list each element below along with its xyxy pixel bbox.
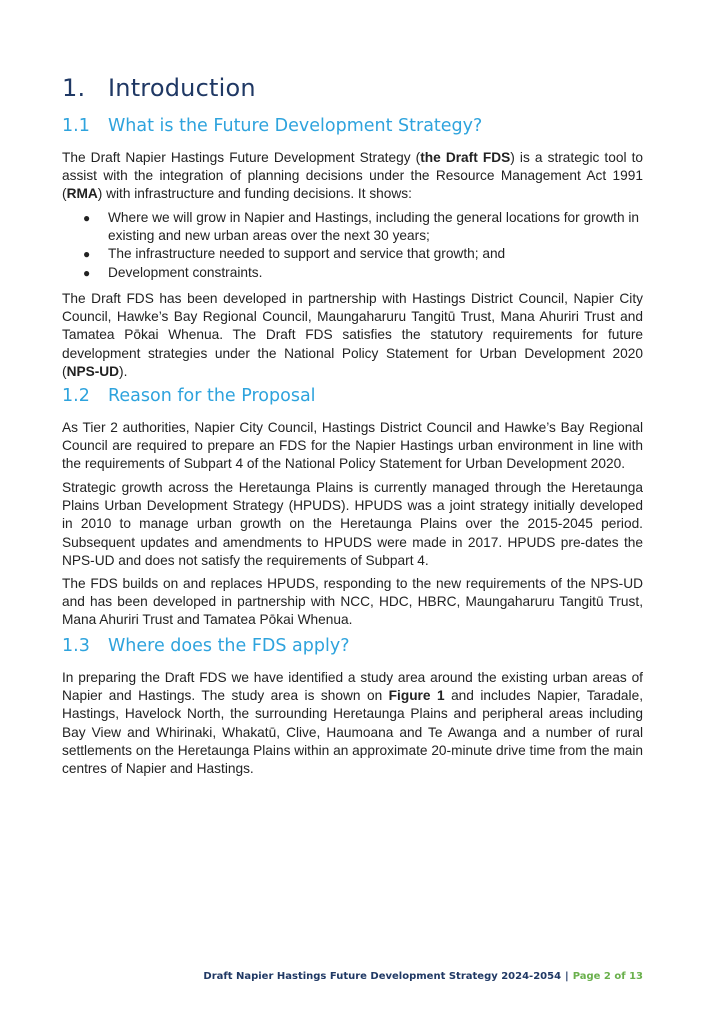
text-run: ) with infrastructure and funding decisions. It shows:: [97, 186, 412, 202]
paragraph-1-1-intro: [62, 149, 643, 204]
subsection-number: 1.1: [62, 116, 90, 136]
paragraph-1-2-hpuds: Strategic growth across the Heretaunga Plains is currently managed through the Heretaunga Plains Urban Development Strategy (HPUDS). HPUDS was a joint strategy initially developed in 2010 to manage urban growth on the Heretaunga Plains over the 2015-2045 period. Subsequent updates and amendments to HPUDS were made in 2017. HPUDS pre-dates the NPS-UD and does not satisfy the requirements of Subpart 4.: [62, 480, 643, 568]
subsection-heading-1-3: [62, 636, 350, 656]
paragraph-1-3-study-area: [62, 669, 643, 778]
bold-term: NPS-UD: [66, 363, 120, 379]
text-run: ).: [119, 363, 128, 379]
subsection-number: 1.2: [62, 386, 90, 406]
bullet-icon: ●: [83, 265, 91, 280]
subsection-title: Where does the FDS apply?: [108, 636, 350, 656]
bullet-icon: ●: [83, 211, 91, 225]
list-item-text: Where we will grow in Napier and Hastings, including the general locations for growth in existing and new urban areas over the next 30 years;: [108, 210, 640, 244]
paragraph-1-2-replaces: The FDS builds on and replaces HPUDS, responding to the new requirements of the NPS-UD and has been developed in partnership with NCC, HDC, HBRC, Maungaharuru Tangitū Trust, Mana Ahuriri Trust and Tamatea Pōkai Whenua.: [62, 576, 643, 628]
page-footer: [203, 971, 643, 982]
bold-term: RMA: [66, 186, 98, 202]
paragraph-1-2-tier2: As Tier 2 authorities, Napier City Council, Hastings District Council and Hawke’s Bay Regional Council are required to prepare an FDS for the Napier Hastings urban environment in line with the requirements of Subpart 4 of the National Policy Statement for Urban Development 2020.: [62, 420, 643, 472]
page-number: Page 2 of 13: [572, 971, 643, 982]
list-item: [62, 264, 643, 282]
subsection-number: 1.3: [62, 636, 90, 656]
text-run: ) is a strategic tool to assist with the integration of planning decisions under the Resource Management Act 1991 (: [62, 150, 643, 202]
list-item-text: Development constraints.: [108, 264, 263, 280]
bullet-icon: ●: [83, 247, 91, 262]
section-title: Introduction: [108, 74, 256, 102]
section-number: 1.: [62, 74, 86, 102]
text-run: In preparing the Draft FDS we have identified a study area around the existing urban areas of Napier and Hastings. The study area is shown on: [62, 670, 643, 704]
paragraph-1-1-partnership: [62, 290, 643, 381]
text-run: and includes Napier, Taradale, Hastings, Havelock North, the surrounding Heretaunga Plains and peripheral areas including Bay View and Whirinaki, Whakatū, Clive, Haumoana and Te Awanga and a number of rural settlements on the Heretaunga Plains within an approximate 20-minute drive time from the main centres of Napier and Hastings.: [62, 688, 643, 777]
subsection-heading-1-2: [62, 386, 316, 406]
subsection-heading-1-1: [62, 116, 482, 136]
bold-term: the Draft FDS: [420, 150, 511, 165]
list-item: [62, 245, 643, 263]
text-run: The Draft Napier Hastings Future Development Strategy (: [62, 150, 421, 165]
bullet-list: [62, 209, 643, 282]
section-heading: [62, 74, 256, 102]
subsection-title: What is the Future Development Strategy?: [108, 116, 483, 136]
subsection-title: Reason for the Proposal: [108, 386, 316, 406]
list-item-text: The infrastructure needed to support and service that growth; and: [108, 246, 506, 262]
footer-separator: |: [565, 971, 569, 982]
text-run: The Draft FDS has been developed in partnership with Hastings District Council, Napier City Council, Hawke’s Bay Regional Council, Maungaharuru Tangitū Trust, Mana Ahuriri Trust and Tamatea Pōkai Whenua. The Draft FDS satisfies the statutory requirements for future development strategies under the National Policy Statement for Urban Development 2020 (: [62, 291, 643, 379]
footer-title: Draft Napier Hastings Future Development Strategy 2024-2054: [203, 971, 562, 982]
list-item: [62, 209, 643, 245]
figure-reference: Figure 1: [388, 688, 445, 704]
